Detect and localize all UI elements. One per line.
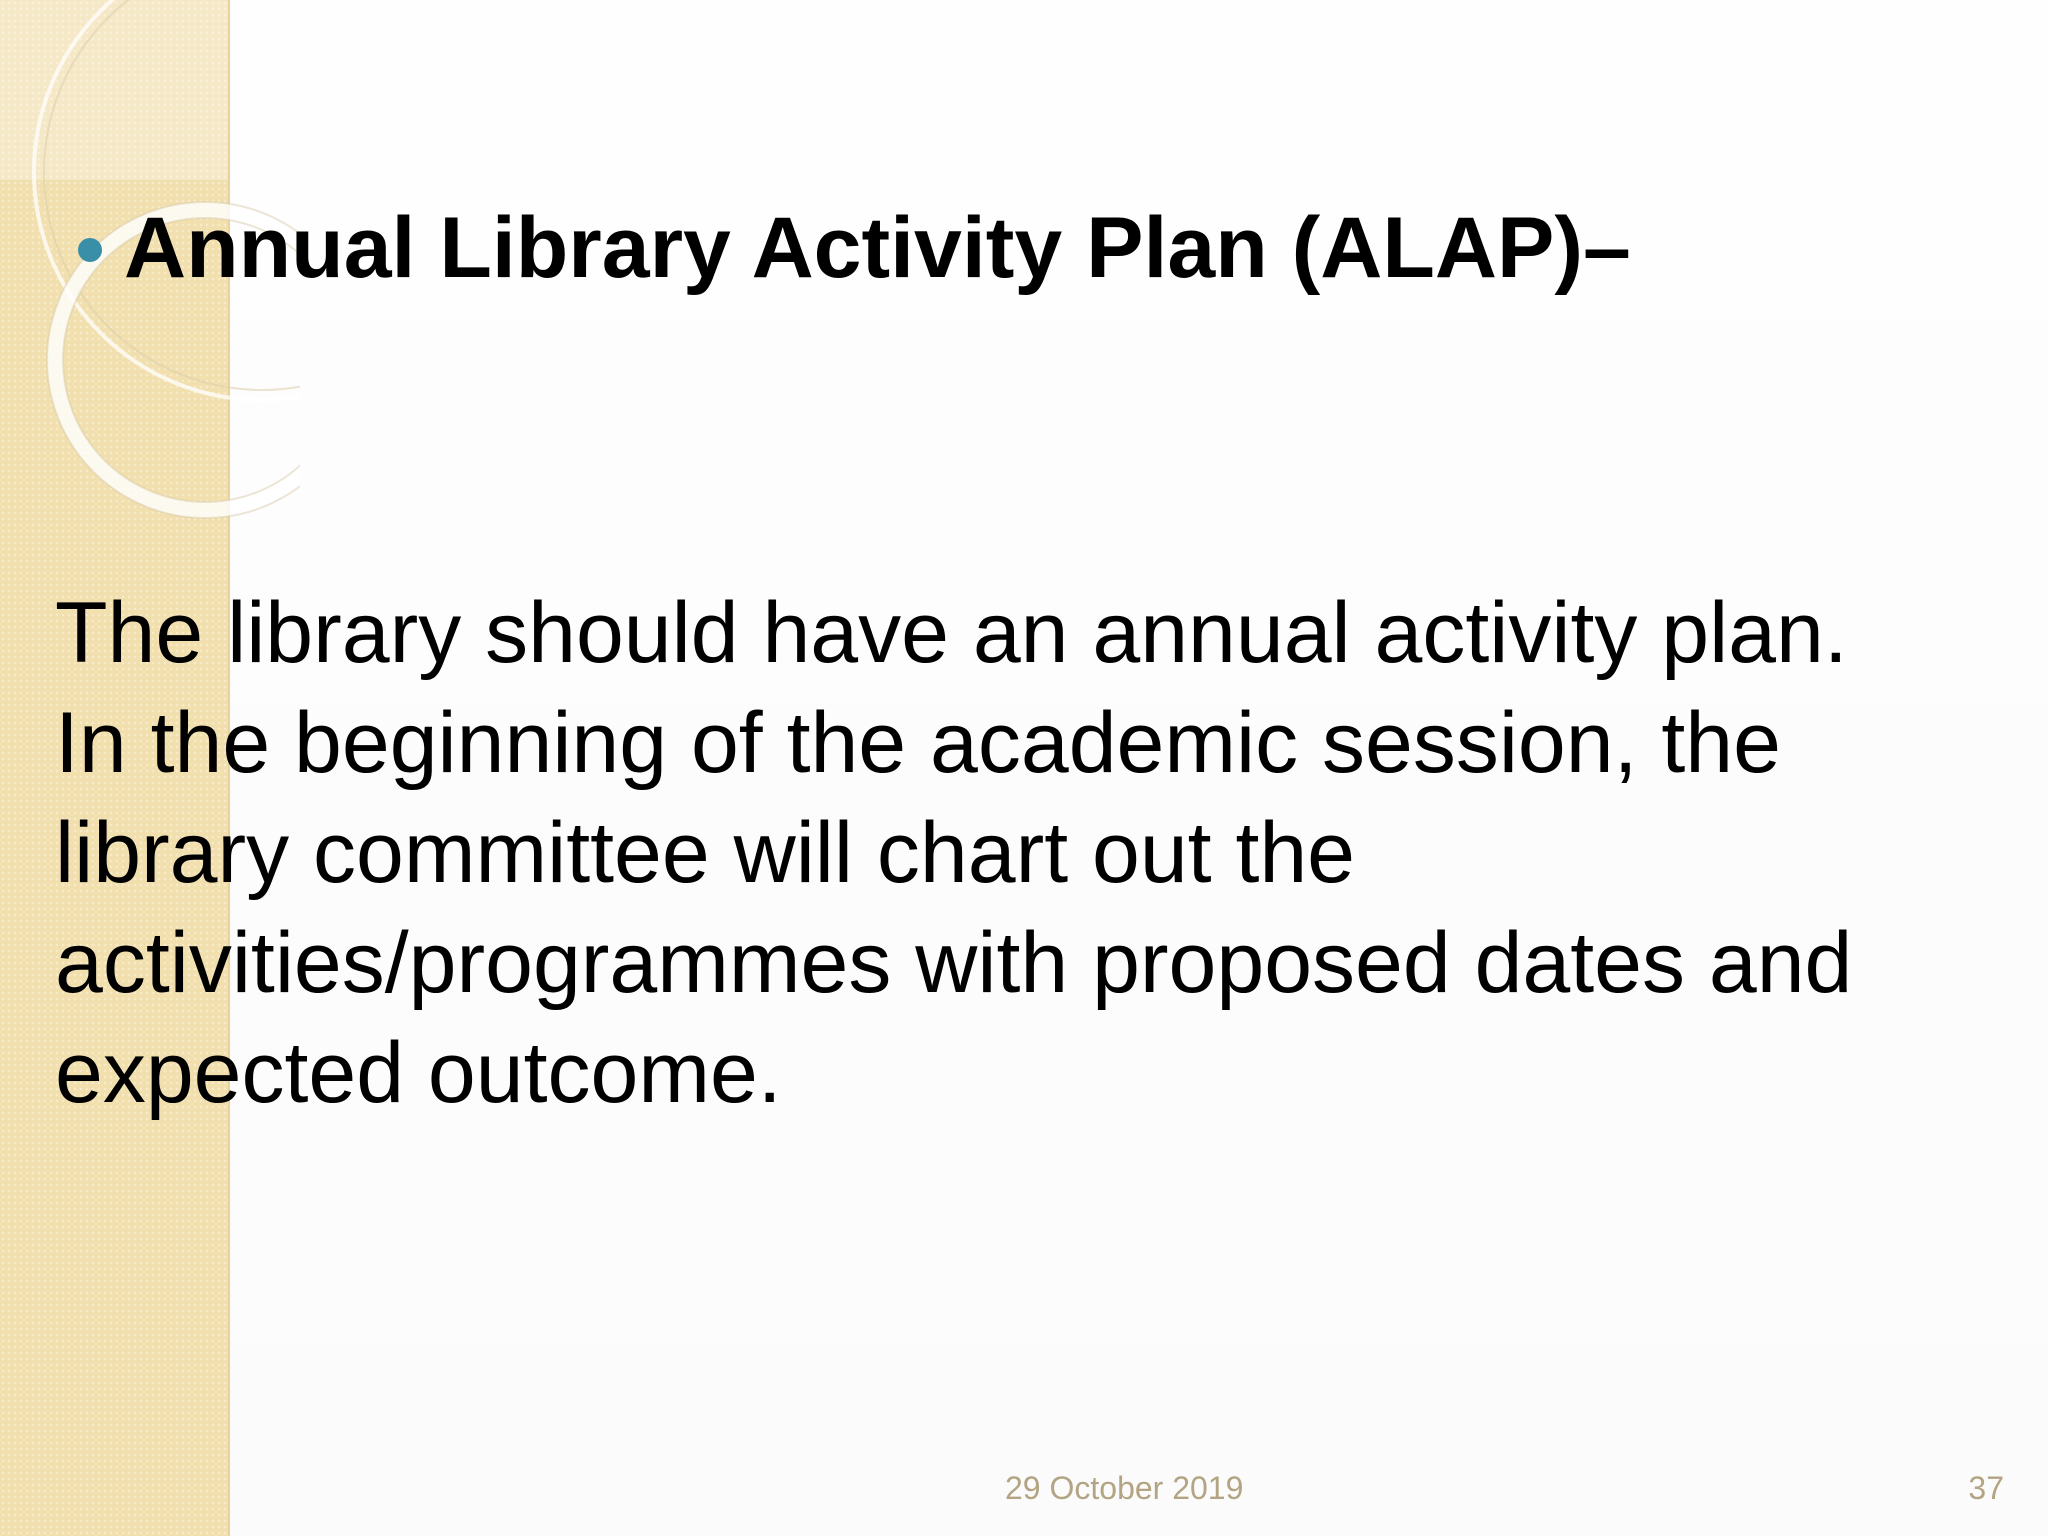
body-line: expected outcome. [55,1025,782,1121]
slide-body-text [55,578,2015,1128]
body-line: library committee will chart out the [55,805,1355,901]
footer-page-number: 37 [1968,1470,2004,1506]
footer-date: 29 October 2019 [1005,1470,1244,1506]
body-line: activities/programmes with proposed dates and [55,915,1853,1011]
body-line: The library should have an annual activity plan. [55,585,1848,681]
bullet-dot-icon [78,238,102,262]
body-line: In the beginning of the academic session, the [55,695,1781,791]
slide-heading: Annual Library Activity Plan (ALAP)– [124,200,1631,296]
heading-bullet-row [78,198,1631,298]
